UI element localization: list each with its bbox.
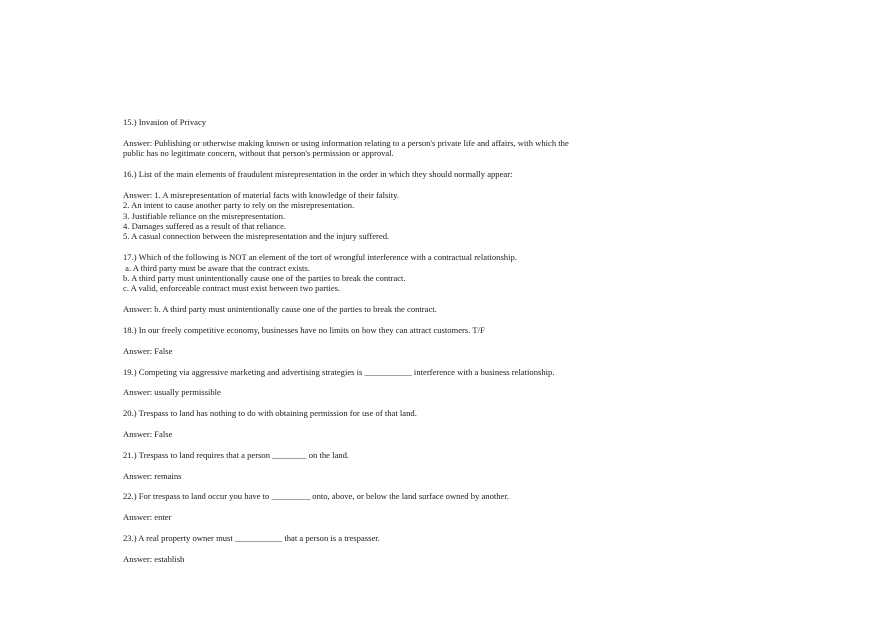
text-line: 17.) Which of the following is NOT an element of the tort of wrongful interference with a contractual relationship. (123, 252, 517, 263)
text-line: 20.) Trespass to land has nothing to do with obtaining permission for use of that land. (123, 408, 417, 419)
text-line: 3. Justifiable reliance on the misrepresentation. (123, 210, 286, 221)
paragraph-spacer (123, 315, 603, 325)
text-line: public has no legitimate concern, without that person's permission or approval. (123, 148, 394, 159)
text-line: 15.) Invasion of Privacy (123, 117, 207, 127)
document-body (123, 117, 603, 564)
paragraph-spacer (123, 335, 603, 345)
text-line: c. A valid, enforceable contract must exist between two parties. (123, 283, 341, 294)
text-line: 21.) Trespass to land requires that a person ________ on the land. (123, 449, 350, 460)
text-line: 18.) In our freely competitive economy, businesses have no limits on how they can attract customers. T/F (123, 325, 485, 336)
text-line: 2. An intent to cause another party to rely on the misrepresentation. (123, 200, 355, 211)
text-line: 19.) Competing via aggressive marketing and advertising strategies is ___________ interference with a business relationship. (123, 366, 555, 377)
paragraph-spacer (123, 377, 603, 387)
paragraph-spacer (123, 419, 603, 429)
paragraph-spacer (123, 242, 603, 252)
paragraph-spacer (123, 159, 603, 169)
paragraph-spacer (123, 523, 603, 533)
paragraph-spacer (123, 460, 603, 470)
paragraph-spacer (123, 127, 603, 137)
text-line: Answer: b. A third party must unintentionally cause one of the parties to break the contract. (123, 304, 437, 315)
text-line: Answer: usually permissible (123, 387, 221, 398)
paragraph-spacer (123, 398, 603, 408)
paragraph-spacer (123, 439, 603, 449)
text-line: Answer: establish (123, 553, 185, 564)
text-line: Answer: 1. A misrepresentation of material facts with knowledge of their falsity. (123, 189, 400, 200)
paragraph-spacer (123, 356, 603, 366)
text-line: 16.) List of the main elements of fraudulent misrepresentation in the order in which they should normally appear: (123, 169, 513, 179)
paragraph-spacer (123, 502, 603, 512)
text-line: 5. A casual connection between the misrepresentation and the injury suffered. (123, 231, 390, 242)
text-line: Answer: Publishing or otherwise making known or using information relating to a person's private life and affairs, with which the (123, 137, 569, 148)
paragraph-spacer (123, 543, 603, 553)
paragraph-spacer (123, 179, 603, 189)
text-line: a. A third party must be aware that the contract exists. (123, 262, 310, 273)
text-line: Answer: remains (123, 470, 182, 481)
text-line: Answer: enter (123, 512, 172, 523)
text-line: 22.) For trespass to land occur you have to _________ onto, above, or below the land surface owned by another. (123, 491, 509, 502)
text-line: b. A third party must unintentionally cause one of the parties to break the contract. (123, 273, 406, 284)
paragraph-spacer (123, 481, 603, 491)
text-line: Answer: False (123, 429, 173, 440)
paragraph-spacer (123, 294, 603, 304)
text-line: Answer: False (123, 345, 173, 356)
text-line: 4. Damages suffered as a result of that reliance. (123, 221, 287, 232)
text-line: 23.) A real property owner must ___________ that a person is a trespasser. (123, 533, 380, 543)
